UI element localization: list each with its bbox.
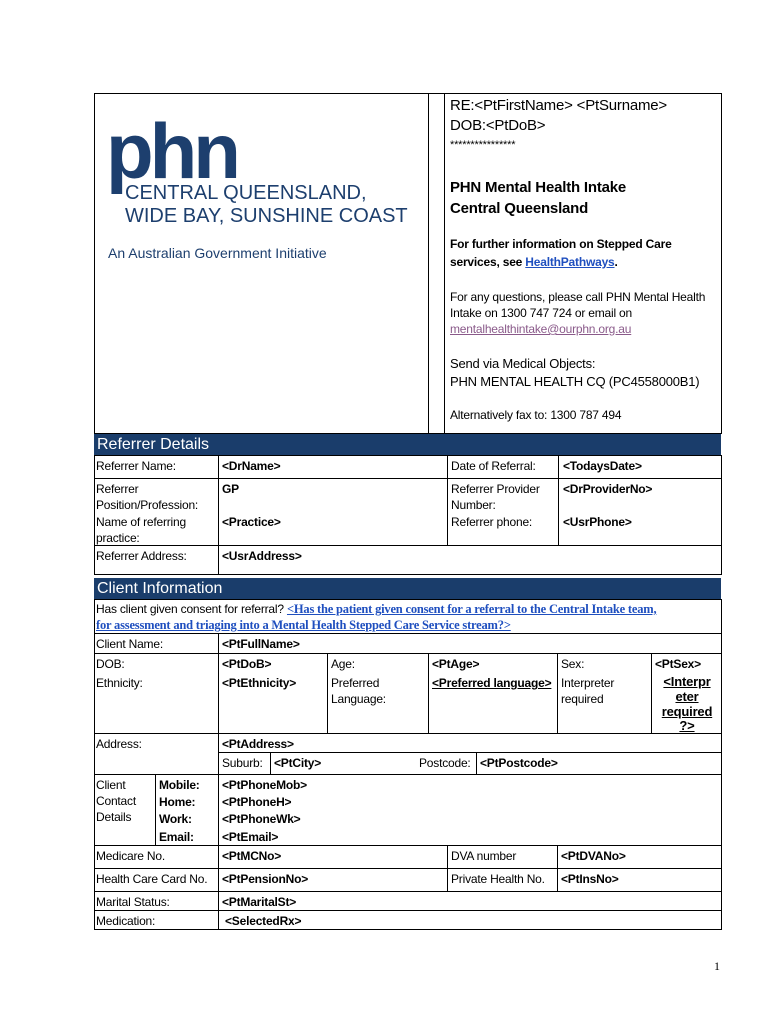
marital-status-label: Marital Status:: [96, 895, 170, 909]
intake-title-2: Central Queensland: [450, 200, 589, 217]
suburb-value[interactable]: <PtCity>: [274, 756, 322, 770]
client-address-value[interactable]: <PtAddress>: [222, 737, 294, 751]
client-col-line: [218, 633, 219, 930]
info-line-2-suffix: .: [614, 255, 618, 269]
medication-value[interactable]: <SelectedRx>: [225, 914, 302, 928]
client-row-line: [94, 733, 721, 734]
medication-label: Medication:: [96, 914, 156, 928]
info-line-2-prefix: services, see: [450, 255, 526, 269]
client-section-title: Client Information: [97, 580, 223, 597]
interpreter-value-1[interactable]: <Interpr: [663, 674, 711, 689]
work-label: Work:: [159, 812, 192, 826]
client-col-line: [557, 653, 558, 733]
client-col-line: [327, 653, 328, 733]
questions-line-1: For any questions, please call PHN Mental Health: [450, 290, 706, 304]
medicare-label: Medicare No.: [96, 849, 165, 863]
referrer-name-value[interactable]: <DrName>: [222, 459, 281, 473]
health-care-card-value[interactable]: <PtPensionNo>: [222, 872, 309, 886]
preferred-language-label-2: Language:: [331, 692, 386, 706]
client-col-line: [155, 774, 156, 845]
ethnicity-value[interactable]: <PtEthnicity>: [222, 676, 297, 690]
referral-date-value[interactable]: <TodaysDate>: [563, 459, 642, 473]
postcode-label: Postcode:: [419, 756, 471, 770]
private-health-label: Private Health No.: [451, 872, 545, 886]
referrer-row-line: [94, 478, 721, 479]
re-line: RE:<PtFirstName> <PtSurname>: [450, 97, 667, 114]
referrer-provider-label-1: Referrer Provider: [451, 482, 540, 496]
client-name-value[interactable]: <PtFullName>: [222, 637, 300, 651]
referrer-address-value[interactable]: <UsrAddress>: [222, 549, 302, 563]
fax-line: Alternatively fax to: 1300 787 494: [450, 408, 622, 422]
client-sex-label: Sex:: [561, 657, 585, 671]
dva-value[interactable]: <PtDVANo>: [561, 849, 626, 863]
questions-line-2: Intake on 1300 747 724 or email on: [450, 306, 633, 320]
referring-practice-label-1: Name of referring: [96, 515, 186, 529]
client-dob-label: DOB:: [96, 657, 125, 671]
referrer-position-label-2: Position/Profession:: [96, 498, 199, 512]
referrer-phone-label: Referrer phone:: [451, 515, 533, 529]
consent-label: [96, 601, 656, 617]
client-row-line: [94, 774, 721, 775]
client-sex-value[interactable]: <PtSex>: [655, 657, 701, 671]
consent-value-line-1[interactable]: <Has the patient given consent for a referral to the Central Intake team,: [286, 602, 657, 616]
client-row-line: [94, 891, 721, 892]
logo-region-line-2: WIDE BAY, SUNSHINE COAST: [125, 205, 408, 227]
client-col-line: [651, 653, 652, 733]
client-row-line: [94, 633, 721, 634]
client-row-line: [94, 868, 721, 869]
referrer-position-value[interactable]: GP: [222, 482, 239, 496]
info-line-2: [450, 254, 618, 270]
ethnicity-label: Ethnicity:: [96, 676, 143, 690]
mobile-label: Mobile:: [159, 778, 200, 792]
page-number: 1: [714, 959, 720, 973]
client-row-line: [94, 653, 721, 654]
referring-practice-label-2: practice:: [96, 531, 140, 545]
interpreter-value-3[interactable]: required: [661, 704, 713, 719]
client-age-value[interactable]: <PtAge>: [432, 657, 480, 671]
client-col-line: [428, 653, 429, 733]
client-col-line: [270, 752, 271, 774]
referrer-provider-label-2: Number:: [451, 498, 496, 512]
client-col-line: [447, 845, 448, 891]
client-age-label: Age:: [331, 657, 355, 671]
intake-title-1: PHN Mental Health Intake: [450, 179, 627, 196]
logo-initiative: An Australian Government Initiative: [108, 245, 327, 261]
preferred-language-label-1: Preferred: [331, 676, 380, 690]
referrer-col-line: [218, 455, 219, 575]
send-line-2: PHN MENTAL HEALTH CQ (PC4558000B1): [450, 374, 700, 389]
dva-label: DVA number: [451, 849, 517, 863]
referrer-name-label: Referrer Name:: [96, 459, 176, 473]
client-dob-value[interactable]: <PtDoB>: [222, 657, 272, 671]
send-line-1: Send via Medical Objects:: [450, 356, 596, 371]
referrer-col-line: [447, 455, 448, 546]
medicare-value[interactable]: <PtMCNo>: [222, 849, 282, 863]
marital-status-value[interactable]: <PtMaritalSt>: [222, 895, 297, 909]
info-line-1: For further information on Stepped Care: [450, 237, 672, 251]
consent-question: Has client given consent for referral?: [96, 602, 287, 616]
stars: ****************: [450, 139, 516, 151]
logo-region-line-1: CENTRAL QUEENSLAND,: [125, 182, 367, 204]
preferred-language-value[interactable]: <Preferred language>: [432, 676, 552, 690]
postcode-value[interactable]: <PtPostcode>: [480, 756, 558, 770]
header-divider-1: [428, 93, 429, 434]
healthpathways-link[interactable]: HealthPathways: [525, 255, 615, 269]
referrer-phone-value[interactable]: <UsrPhone>: [563, 515, 632, 529]
health-care-card-label: Health Care Card No.: [96, 872, 208, 886]
mobile-value[interactable]: <PtPhoneMob>: [222, 778, 307, 792]
client-row-line: [94, 845, 721, 846]
referral-date-label: Date of Referral:: [451, 459, 536, 473]
referrer-position-label-1: Referrer: [96, 482, 139, 496]
client-row-line: [94, 910, 721, 911]
home-label: Home:: [159, 795, 196, 809]
home-value[interactable]: <PtPhoneH>: [222, 795, 292, 809]
referrer-section-header: [94, 434, 721, 456]
referrer-col-line: [558, 455, 559, 546]
interpreter-label-1: Interpreter: [561, 676, 615, 690]
contact-label-3: Details: [96, 810, 132, 824]
client-section-header: [94, 578, 721, 600]
interpreter-label-2: required: [561, 692, 604, 706]
interpreter-value-2[interactable]: eter: [675, 689, 699, 704]
referrer-section-title: Referrer Details: [97, 436, 210, 453]
client-address-label: Address:: [96, 737, 142, 751]
dob-line: DOB:<PtDoB>: [450, 117, 546, 134]
private-health-value[interactable]: <PtInsNo>: [561, 872, 619, 886]
email-value[interactable]: <PtEmail>: [222, 830, 279, 844]
referrer-row-line: [94, 545, 721, 546]
contact-label-2: Contact: [96, 794, 136, 808]
client-col-line: [557, 845, 558, 891]
consent-value-line-2[interactable]: for assessment and triaging into a Mental Health Stepped Care Service stream?>: [96, 618, 511, 632]
client-col-line: [476, 752, 477, 774]
header-divider-2: [444, 93, 445, 434]
work-value[interactable]: <PtPhoneWk>: [222, 812, 301, 826]
referring-practice-value[interactable]: <Practice>: [222, 515, 281, 529]
phn-logo-mark: phn: [106, 107, 237, 195]
interpreter-value-4[interactable]: ?>: [679, 718, 695, 733]
contact-label-1: Client: [96, 778, 126, 792]
intake-email-link[interactable]: mentalhealthintake@ourphn.org.au: [450, 322, 632, 336]
client-name-label: Client Name:: [96, 637, 163, 651]
suburb-label: Suburb:: [222, 756, 263, 770]
referrer-address-label: Referrer Address:: [96, 549, 187, 563]
client-row-line: [218, 752, 721, 753]
email-label: Email:: [159, 830, 194, 844]
referrer-provider-value[interactable]: <DrProviderNo>: [563, 482, 653, 496]
